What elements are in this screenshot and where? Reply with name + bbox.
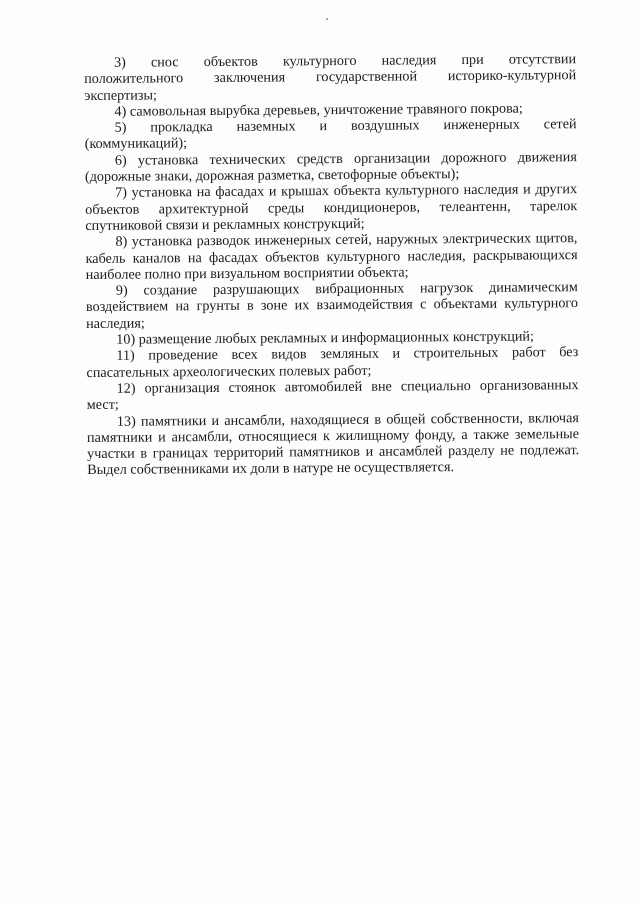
list-item-5: 5) прокладка наземных и воздушных инженерных сетей (коммуникаций); xyxy=(84,116,577,153)
list-item-13: 13) памятники и ансамбли, находящиеся в общей собственности, включая памятники и ансамбли, относящиеся к жилищному фонду, а также земельные участки в границах территорий памятников и ансамблей разделу не подлежат. Выдел собственниками их доли в натуре не осуществляется. xyxy=(86,409,580,479)
list-item-10: 10) размещение любых рекламных и информационных конструкций; xyxy=(116,328,534,348)
list-item-6: 6) установка технических средств организации дорожного движения (дорожные знаки, дорожная разметка, светофорные объекты); xyxy=(84,148,577,186)
list-item-3: 3) снос объектов культурного наследия при отсутствии положительного заключения государственной историко-культурной экспертизы; xyxy=(84,51,577,104)
document-body xyxy=(84,51,579,479)
list-item-9: 9) создание разрушающих вибрационных нагрузок динамическим воздействием на грунты в зоне их взаимодействия с объектами культурного наследия; xyxy=(85,279,579,332)
list-item-7: 7) установка на фасадах и крышах объекта культурного наследия и других объектов архитектурной среды кондиционеров, телеантенн, тарелок спутниковой связи и рекламных конструкций; xyxy=(85,181,578,234)
list-item-8: 8) установка разводок инженерных сетей, наружных электрических щитов, кабель каналов на фасадах объектов культурного наследия, раскрывающихся наиболее полно при визуальном восприятии объекта; xyxy=(85,230,578,283)
list-item-11: 11) проведение всех видов земляных и строительных работ без спасательных археологических полевых работ; xyxy=(86,344,579,381)
scan-speck xyxy=(326,18,328,20)
list-item-12: 12) организация стоянок автомобилей вне специально организованных мест; xyxy=(86,377,579,414)
list-item-4: 4) самовольная вырубка деревьев, уничтожение травяного покрова; xyxy=(114,100,523,120)
